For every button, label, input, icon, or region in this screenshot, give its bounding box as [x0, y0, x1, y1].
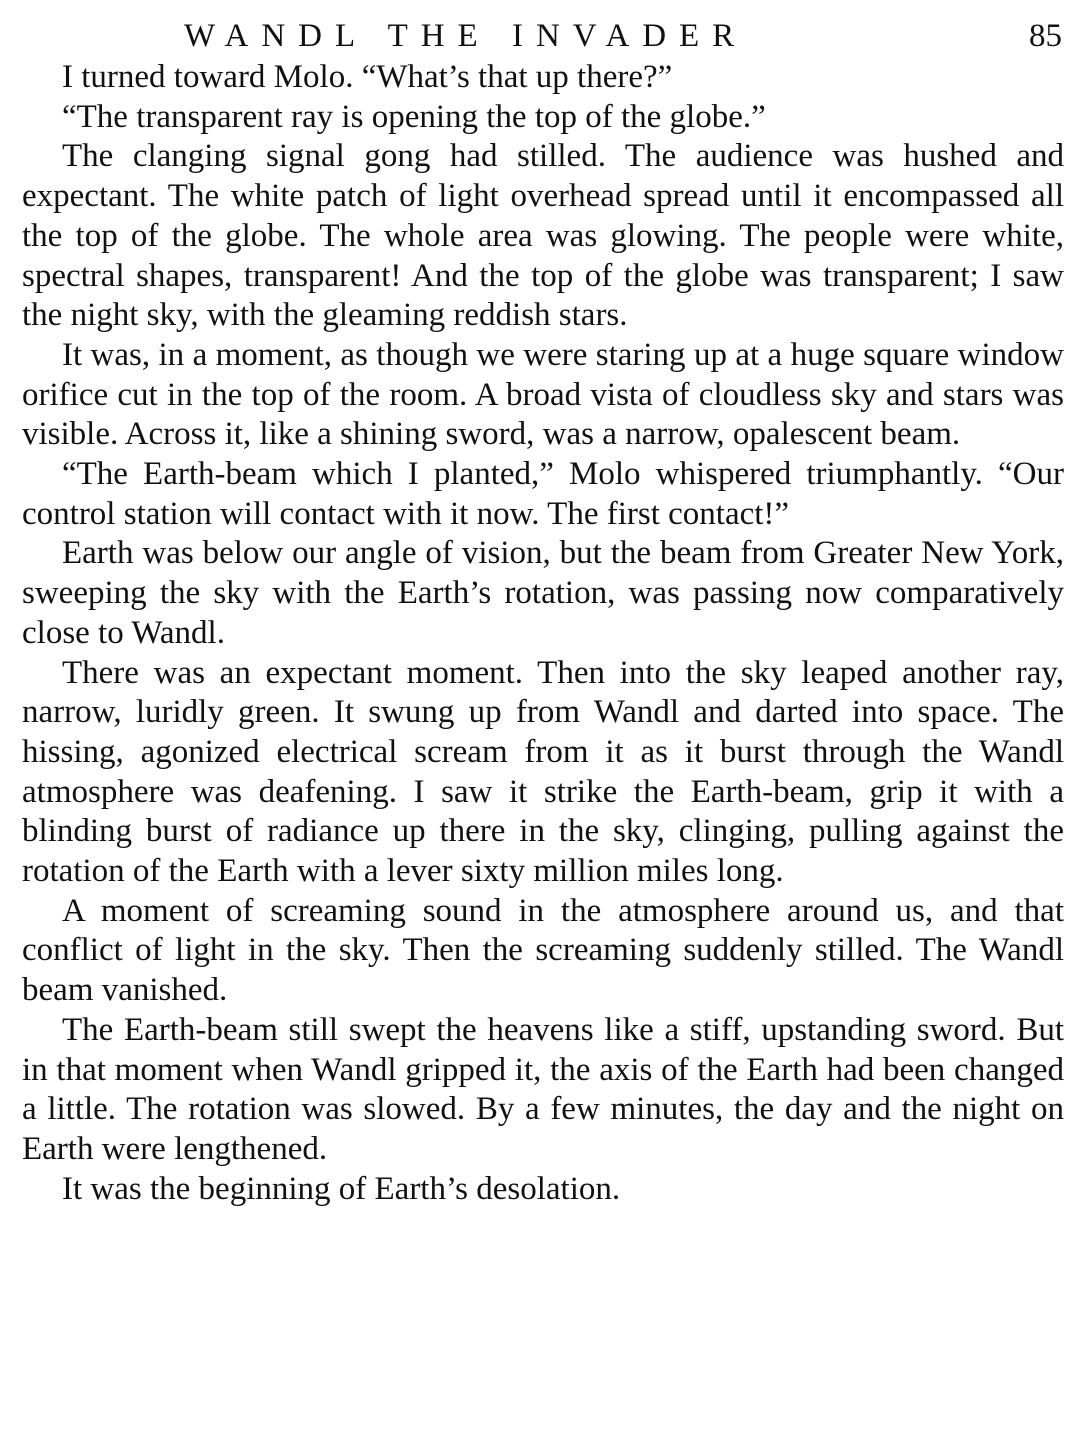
paragraph: It was, in a moment, as though we were staring up at a huge square window orifice cut in the top of the room. A broad vista of cloudless sky and stars was visible. Across it, like a shining sword, was a narrow, opalescent beam.: [22, 336, 1064, 453]
paragraph: “The transparent ray is opening the top of the globe.”: [62, 98, 766, 135]
paragraph: There was an expectant moment. Then into the sky leaped another ray, narrow, luridly green. It swung up from Wandl and darted into space. The hissing, agonized electrical scream from it as it burst through the Wandl atmosphere was deafening. I saw it strike the Earth-beam, grip it with a blinding burst of radiance up there in the sky, clinging, pulling against the rotation of the Earth with a lever sixty million miles long.: [22, 654, 1064, 890]
paragraph: “The Earth-beam which I planted,” Molo whispered triumphantly. “Our control station will contact with it now. The first contact!”: [22, 456, 1064, 532]
page-header: [22, 14, 1064, 58]
paragraph: It was the beginning of Earth’s desolation.: [62, 1170, 621, 1207]
body-text: [22, 58, 1064, 1209]
paragraph: The Earth-beam still swept the heavens like a stiff, upstanding sword. But in that moment when Wandl gripped it, the axis of the Earth had been changed a little. The rotation was slowed. By a few minutes, the day and the night on Earth were lengthened.: [22, 1011, 1064, 1167]
running-title: WANDL THE INVADER: [184, 18, 748, 54]
paragraph: A moment of screaming sound in the atmosphere around us, and that conflict of light in the sky. Then the screaming suddenly stilled. The Wandl beam vanished.: [22, 892, 1064, 1009]
paragraph: Earth was below our angle of vision, but the beam from Greater New York, sweeping the sky with the Earth’s rotation, was passing now comparatively close to Wandl.: [22, 535, 1064, 651]
paragraph: The clanging signal gong had stilled. The audience was hushed and expectant. The white patch of light overhead spread until it encompassed all the top of the globe. The whole area was glowing. The people were white, spectral shapes, transparent! And the top of the globe was transparent; I saw the night sky, with the gleaming reddish stars.: [22, 138, 1064, 334]
book-page: [22, 14, 1064, 1209]
page-number: 85: [1029, 18, 1062, 54]
paragraph: I turned toward Molo. “What’s that up there?”: [62, 59, 673, 95]
